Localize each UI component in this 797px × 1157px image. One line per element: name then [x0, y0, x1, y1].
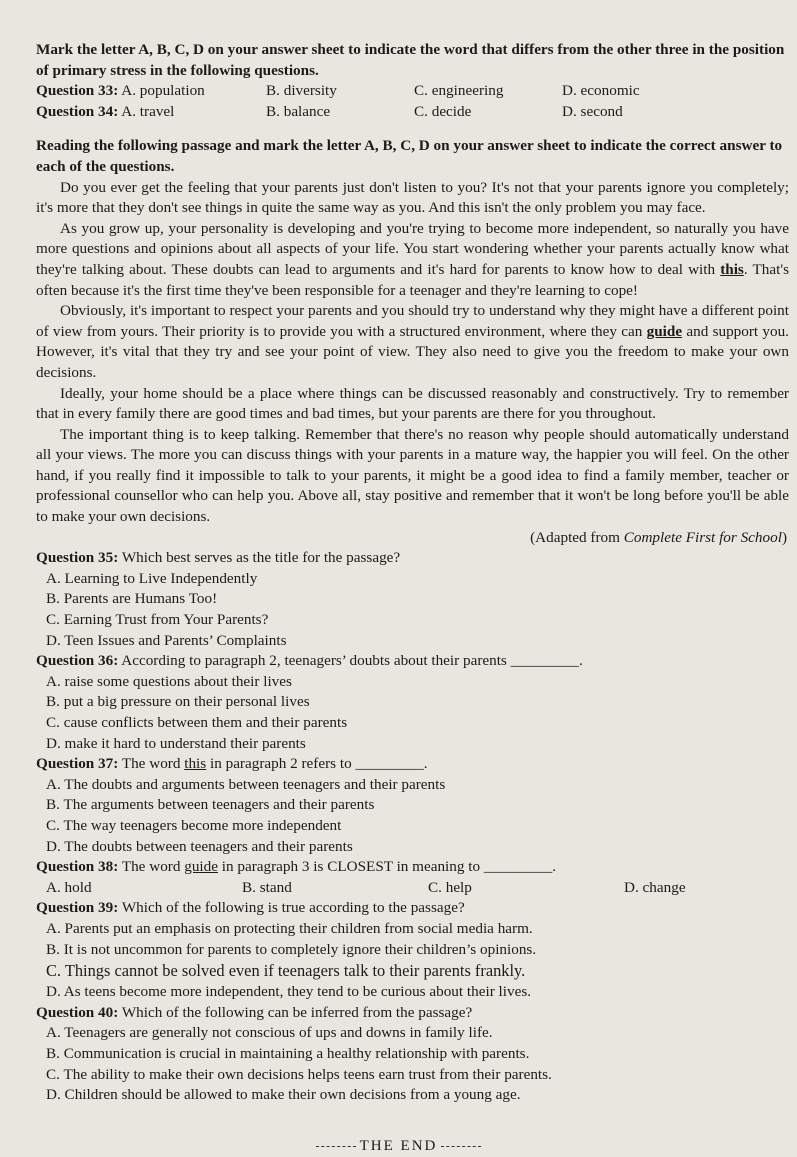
stress-instructions: Mark the letter A, B, C, D on your answer sheet to indicate the word that differs from the other three in the position of primary stress in the following questions. — [36, 41, 785, 79]
question-33-option-d: D. economic — [562, 82, 640, 100]
question-38-option-b: B. stand — [242, 878, 292, 896]
question-34-option-c: C. decide — [414, 102, 472, 120]
question-33-row — [36, 81, 789, 102]
question-40-option-d: D. Children should be allowed to make their own decisions from a young age. — [46, 1086, 521, 1104]
question-37-option-c: C. The way teenagers become more independent — [46, 816, 342, 834]
question-38: Question 38: The word guide in paragraph 3 is CLOSEST in meaning to _________. A. hold B. stand C. help D. change — [36, 857, 789, 898]
question-35: Question 35: Which best serves as the title for the passage? A. Learning to Live Independently B. Parents are Humans Too! C. Earning Trust from Your Parents? D. Teen Issues and Parents’ Complaints — [36, 548, 789, 651]
question-35-option-c: C. Earning Trust from Your Parents? — [46, 611, 269, 629]
passage-paragraph-5: The important thing is to keep talking. Remember that there's no reason why people should automatically understand all your views. The more you can discuss things with your parents in a mature way, the happier you will feel. On the other hand, if you really find it impossible to talk to your parents, it might be a good idea to find a family member, teacher or professional counsellor who can help you. Above all, stay positive and remember that it won't be long before you'll be able to make your own decisions. — [36, 425, 789, 526]
question-39-option-b: B. It is not uncommon for parents to completely ignore their children’s opinions. — [46, 940, 537, 958]
question-38-option-c: C. help — [428, 878, 472, 896]
question-36-option-c: C. cause conflicts between them and their parents — [46, 714, 348, 731]
question-40-option-a: A. Teenagers are generally not conscious of ups and downs in family life. — [46, 1024, 493, 1042]
question-39: Question 39: Which of the following is true according to the passage? A. Parents put an emphasis on protecting their children from social media harm. B. It is not uncommon for parents to completely ignore their children’s opinions. C. Things cannot be solved even if teenagers talk to their parents frankly. D. As teens become more independent, they tend to be curious about their lives. — [36, 898, 789, 1002]
question-36-option-d: D. make it hard to understand their parents — [46, 734, 306, 752]
question-35-option-d: D. Teen Issues and Parents’ Complaints — [46, 631, 287, 649]
question-37-option-a: A. The doubts and arguments between teenagers and their parents — [46, 775, 446, 793]
passage-source: (Adapted from Complete First for School) — [530, 528, 787, 546]
passage-paragraph-1: Do you ever get the feeling that your parents just don't listen to you? It's not that your parents ignore you completely; it's more that they don't see things in quite the same way as you. And this isn't the only problem you may face. — [36, 178, 789, 217]
question-37-keyword: this — [184, 755, 207, 773]
question-33-option-a: A. population — [121, 82, 205, 100]
question-34-option-b: B. balance — [266, 102, 331, 120]
passage-paragraph-3: Obviously, it's important to respect your parents and you should try to understand why they might have a different point of view from yours. Their priority is to provide you with a structured environment, where they can guide and support you. However, it's vital that they try and see your point of view. They also need to give you the freedom to make your own decisions. — [36, 302, 789, 381]
question-36-option-a: A. raise some questions about their lives — [46, 672, 292, 690]
question-34-label: Question 34: — [36, 102, 119, 120]
question-33-label: Question 33: — [36, 82, 119, 100]
question-39-option-c: C. Things cannot be solved even if teenagers talk to their parents frankly. — [46, 961, 526, 981]
question-38-keyword: guide — [184, 858, 218, 876]
question-39-stem: Which of the following is true according to the passage? — [121, 899, 465, 917]
question-37-option-d: D. The doubts between teenagers and their parents — [46, 837, 353, 855]
question-37: Question 37: The word this in paragraph 2 refers to _________. A. The doubts and arguments between teenagers and their parents B. The arguments between teenagers and their parents C. The way teenagers become more independent D. The doubts between teenagers and their parents — [36, 754, 789, 857]
referent-word-this: this — [720, 260, 744, 278]
question-34-option-a: A. travel — [121, 102, 175, 120]
question-33-option-c: C. engineering — [414, 82, 504, 100]
question-36-stem: According to paragraph 2, teenagers’ doubts about their parents _________. — [121, 652, 583, 670]
question-39-option-d: D. As teens become more independent, they tend to be curious about their lives. — [46, 983, 532, 1001]
question-36-option-b: B. put a big pressure on their personal lives — [46, 693, 310, 711]
question-40-option-c: C. The ability to make their own decisions helps teens earn trust from their parents. — [46, 1065, 552, 1083]
question-40-option-b: B. Communication is crucial in maintaining a healthy relationship with parents. — [46, 1044, 530, 1062]
question-38-option-d: D. change — [624, 878, 686, 896]
question-34-row — [36, 102, 789, 123]
question-34-option-d: D. second — [562, 102, 623, 120]
passage-paragraph-2: As you grow up, your personality is developing and you're trying to become more independent, so naturally you have more questions and opinions about all aspects of your life. You start wondering whether your parents actually know what they're talking about. These doubts can lead to arguments and it's hard for parents to know how to deal with this. That's often because it's the first time they've been responsible for a teenager and they're learning to cope! — [36, 219, 789, 299]
passage-paragraph-4: Ideally, your home should be a place where things can be discussed reasonably and constructively. Try to remember that in every family there are good times and bad times, but your parents are there for you throughout. — [36, 384, 789, 423]
question-35-option-b: B. Parents are Humans Too! — [46, 590, 218, 608]
question-35-stem: Which best serves as the title for the passage? — [121, 549, 401, 567]
question-38-option-a: A. hold — [46, 878, 92, 896]
question-40-stem: Which of the following can be inferred from the passage? — [121, 1003, 473, 1021]
question-33-option-b: B. diversity — [266, 82, 337, 100]
question-39-option-a: A. Parents put an emphasis on protecting their children from social media harm. — [46, 919, 533, 937]
question-37-option-b: B. The arguments between teenagers and their parents — [46, 796, 375, 814]
question-40: Question 40: Which of the following can be inferred from the passage? A. Teenagers are generally not conscious of ups and downs in family life. B. Communication is crucial in maintaining a healthy relationship with parents. C. The ability to make their own decisions helps teens earn trust from their parents. D. Children should be allowed to make their own decisions from a young age. — [36, 1003, 789, 1106]
reading-instructions: Reading the following passage and mark the letter A, B, C, D on your answer sheet to indicate the correct answer to each of the questions. — [36, 137, 783, 175]
question-36: Question 36: According to paragraph 2, teenagers’ doubts about their parents _________. A. raise some questions about their lives B. put a big pressure on their personal lives C. cause conflicts between them and their parents D. make it hard to understand their parents — [36, 651, 789, 754]
end-marker: THE END — [0, 1136, 797, 1157]
vocab-word-guide: guide — [646, 322, 683, 340]
question-35-option-a: A. Learning to Live Independently — [46, 569, 258, 587]
